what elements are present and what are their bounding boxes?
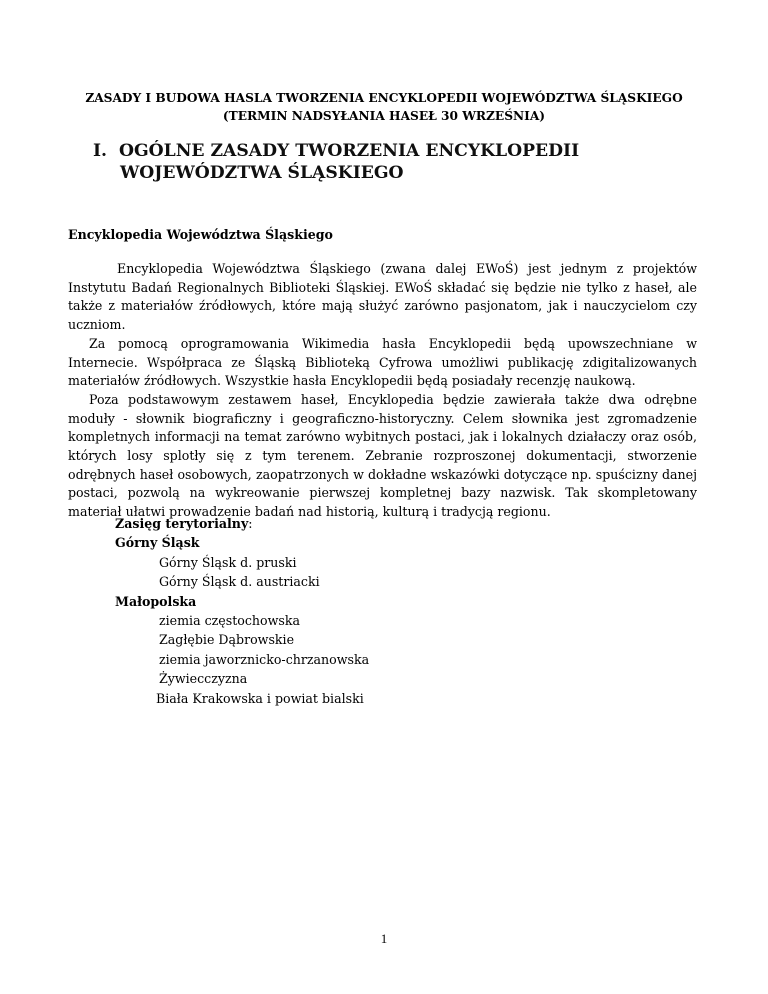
section-title-line-1: OGÓLNE ZASADY TWORZENIA ENCYKLOPEDII (119, 141, 580, 161)
section-number: I. (93, 141, 108, 161)
section-title-line-2: WOJEWÓDZTWA ŚLĄSKIEGO (120, 163, 404, 183)
region-name: Górny Śląsk (115, 535, 200, 551)
subheading: Encyklopedia Województwa Śląskiego (68, 227, 333, 242)
region-part: ziemia jaworznicko-chrzanowska (159, 651, 370, 667)
territory-list (115, 514, 369, 708)
page-number: 1 (380, 931, 388, 946)
region-part: ziemia częstochowska (159, 613, 300, 629)
paragraph: Za pomocą oprogramowania Wikimedia hasła Encyklopedii będą upowszechniane w Internecie. Współpraca ze Śląską Biblioteką Cyfrowa umożliwi publikację zdigitalizowanych materiałów źródłowych. Wszystkie hasła Encyklopedii będą posiadały recenzję naukową. (68, 335, 697, 389)
region-part: Zagłębie Dąbrowskie (159, 632, 295, 648)
region-part: Górny Śląsk d. austriacki (159, 574, 320, 590)
section-heading (93, 140, 579, 184)
region-extra: Biała Krakowska i powiat bialski (156, 690, 364, 706)
body-text (68, 260, 697, 522)
paragraph: Poza podstawowym zestawem haseł, Encyklopedia będzie zawierała także dwa odrębne moduły - słownik biograficzny i geograficzno-historyczny. Celem słownika jest zgromadzenie kompletnych informacji na temat zarówno wybitnych postaci, jak i lokalnych działaczy oraz osób, których losy splotły się z tym terenem. Zebranie rozproszonej dokumentacji, stworzenie odrębnych haseł osobowych, zaopatrzonych w dokładne wskazówki dotyczące np. spuścizny danej postaci, pozwolą na wykreowanie pierwszej kompletnej bazy nazwisk. Tak skompletowany materiał ułatwi prowadzenie badań nad historią, kulturą i tradycją regionu. (68, 391, 697, 520)
territory-label: Zasięg terytorialny: (115, 516, 253, 531)
document-title: ZASADY I BUDOWA HASLA TWORZENIA ENCYKLOPEDII WOJEWÓDZTWA ŚLĄSKIEGO (85, 91, 683, 105)
region-part: Górny Śląsk d. pruski (159, 554, 297, 570)
paragraph: Encyklopedia Województwa Śląskiego (zwana dalej EWoŚ) jest jednym z projektów Instytutu Badań Regionalnych Biblioteki Śląskiej. EWoŚ składać się będzie nie tylko z haseł, ale także z materiałów źródłowych, które mają służyć zarówno pasjonatom, jak i nauczycielom czy uczniom. (68, 261, 697, 333)
region-name: Małopolska (115, 593, 197, 609)
document-subtitle: (TERMIN NADSYŁANIA HASEŁ 30 WRZEŚNIA) (222, 109, 546, 123)
region-part: Żywiecczyzna (159, 671, 248, 687)
